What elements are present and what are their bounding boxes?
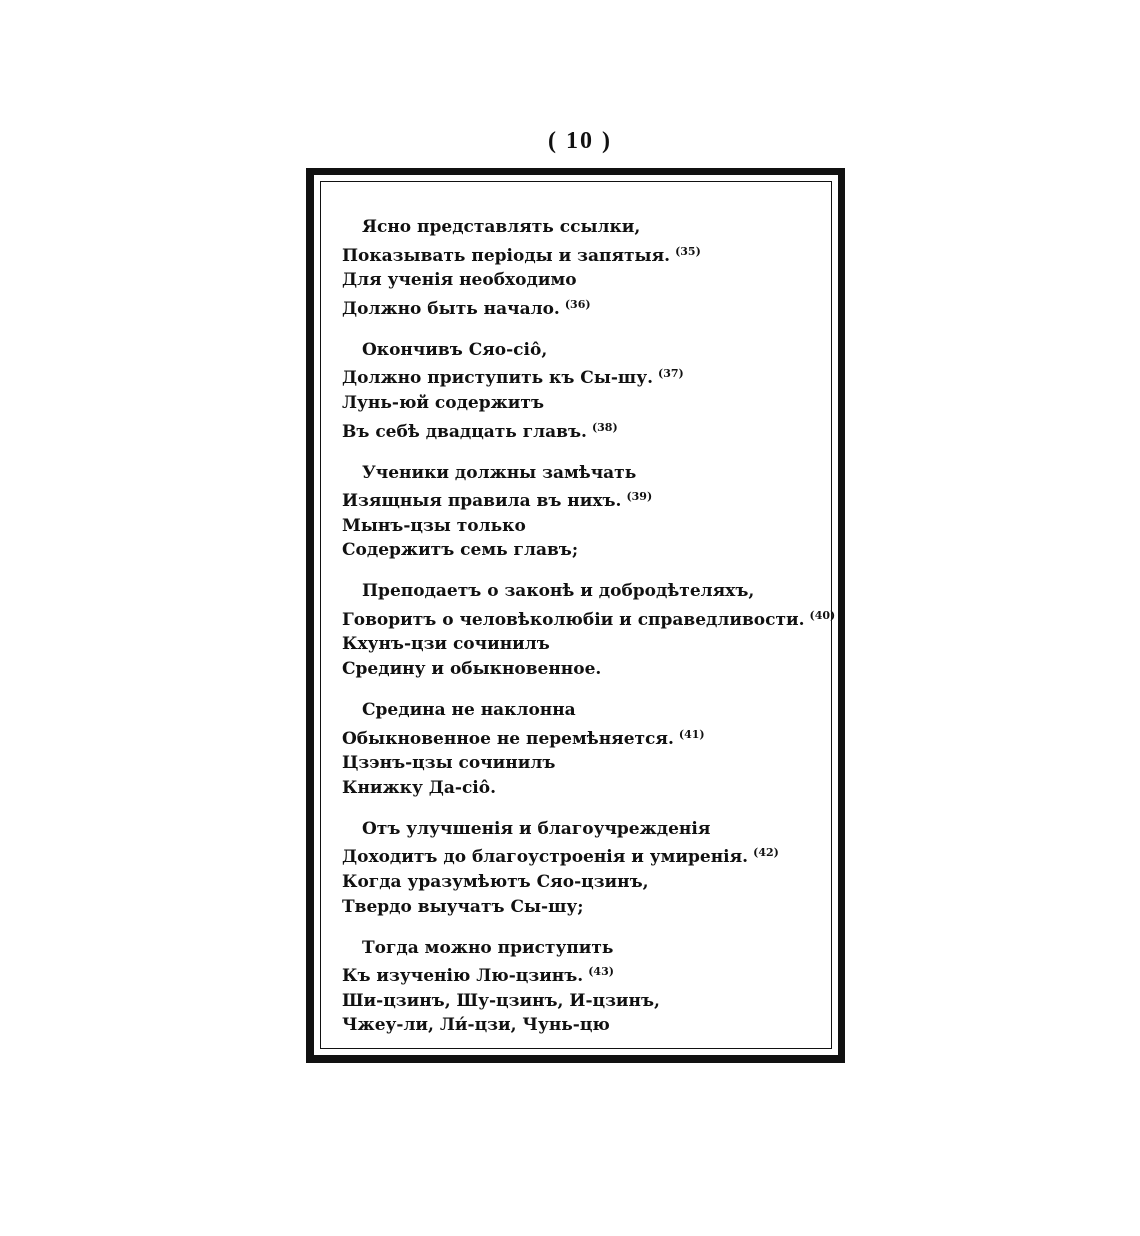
verse-line-text: Кхунъ-цзи сочинилъ <box>342 634 550 655</box>
stanza <box>342 817 828 919</box>
page-number: ( 10 ) <box>548 128 612 154</box>
verse-line <box>342 657 828 682</box>
stanza <box>342 936 828 1038</box>
verse-line-text: Средина не наклонна <box>362 700 576 721</box>
verse-line-text: Цзэнъ-цзы сочинилъ <box>342 753 556 774</box>
footnote-marker: (41) <box>678 727 705 741</box>
verse-line <box>342 240 828 269</box>
verse-line-text: Должно приступить къ Сы-шу. <box>342 368 653 389</box>
footnote-marker: (38) <box>591 420 618 434</box>
verse-line <box>342 538 828 563</box>
verse-line-text: Къ изученію Лю-цзинъ. <box>342 966 584 987</box>
stanza <box>342 215 828 321</box>
verse-line <box>342 936 828 961</box>
verse-line <box>342 485 828 514</box>
verse-line-text: Доходитъ до благоустроенія и умиренія. <box>342 847 749 868</box>
page-border-frame <box>306 168 845 1063</box>
verse-line <box>342 632 828 657</box>
verse-line <box>342 870 828 895</box>
verse-line-text: Мынъ-цзы только <box>342 515 526 536</box>
verse-line <box>342 960 828 989</box>
footnote-marker: (37) <box>658 367 684 381</box>
verse-line-text: Содержитъ семь главъ; <box>342 540 579 561</box>
footnote-marker: (43) <box>588 965 614 979</box>
verse-line-text: Для ученія необходимо <box>342 270 577 291</box>
verse-line <box>342 391 828 416</box>
verse-line <box>342 514 828 539</box>
footnote-marker: (36) <box>564 297 591 311</box>
verse-line <box>342 751 828 776</box>
verse-line <box>342 338 828 363</box>
verse-line <box>342 416 828 445</box>
verse-line <box>342 293 828 322</box>
verse-line-text: Твердо выучатъ Сы-шу; <box>342 896 584 917</box>
verse-line-text: Ясно представлять ссылки, <box>362 217 641 237</box>
verse-text-block <box>342 215 836 1054</box>
verse-line <box>342 698 828 723</box>
verse-line-text: Преподаетъ о законѣ и добродѣтеляхъ, <box>362 581 755 602</box>
verse-line-text: Лунь-юй содержитъ <box>342 392 544 413</box>
stanza <box>342 698 828 800</box>
verse-line <box>342 461 828 486</box>
verse-line <box>342 895 828 920</box>
verse-line <box>342 776 828 801</box>
verse-line-text: Чжеу-ли, Ли́-цзи, Чунь-цю <box>342 1015 610 1036</box>
footnote-marker: (40) <box>809 608 836 622</box>
verse-line-text: Тогда можно приступить <box>362 937 614 958</box>
footnote-marker: (42) <box>753 846 779 860</box>
verse-line <box>342 723 828 752</box>
verse-line-text: Должно быть начало. <box>342 298 560 319</box>
verse-line-text: Когда уразумѣютъ Сяо-цзинъ, <box>342 872 649 893</box>
verse-line <box>342 268 828 293</box>
verse-line-text: Обыкновенное не перемѣняется. <box>342 728 674 749</box>
verse-line <box>342 841 828 870</box>
verse-line <box>342 1013 828 1038</box>
stanza <box>342 579 836 681</box>
footnote-marker: (39) <box>626 490 653 504</box>
verse-line-text: Изящныя правила въ нихъ. <box>342 491 622 512</box>
verse-line <box>342 817 828 842</box>
stanza <box>342 461 828 563</box>
verse-line <box>342 989 828 1014</box>
verse-line <box>342 215 828 240</box>
verse-line-text: Въ себѣ двадцать главъ. <box>342 421 587 442</box>
verse-line-text: Ши-цзинъ, Шу-цзинъ, И-цзинъ, <box>342 990 660 1011</box>
footnote-marker: (35) <box>675 244 701 258</box>
verse-line <box>342 604 836 633</box>
verse-line <box>342 579 828 604</box>
verse-line-text: Книжку Да-сіо̂. <box>342 777 497 798</box>
verse-line-text: Показывать періоды и запятыя. <box>342 245 671 266</box>
stanza <box>342 338 828 444</box>
verse-line-text: Говоритъ о человѣколюбіи и справедливости. <box>342 609 805 630</box>
verse-line-text: Окончивъ Сяо-сіо̂, <box>362 339 548 360</box>
verse-line <box>342 362 828 391</box>
verse-line-text: Отъ улучшенія и благоучрежденія <box>362 818 711 839</box>
verse-line-text: Средину и обыкновенное. <box>342 659 602 680</box>
verse-line-text: Ученики должны замѣчать <box>362 462 637 483</box>
